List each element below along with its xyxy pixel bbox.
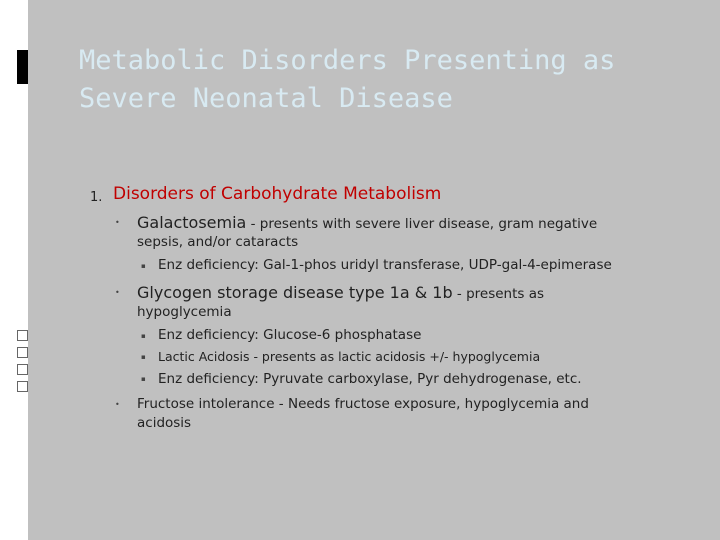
item-description: - presents as bbox=[452, 286, 545, 302]
bullet: • bbox=[115, 288, 120, 297]
list-item bbox=[137, 283, 544, 302]
sub-item: Enz deficiency: Glucose-6 phosphatase bbox=[158, 327, 422, 343]
sub-bullet: ▪ bbox=[141, 353, 146, 361]
item-description-cont: hypoglycemia bbox=[137, 304, 232, 320]
sub-bullet: ▪ bbox=[141, 262, 146, 270]
sub-bullet: ▪ bbox=[141, 332, 146, 340]
list-item bbox=[137, 213, 597, 232]
sub-item: Enz deficiency: Pyruvate carboxylase, Pyr dehydrogenase, etc. bbox=[158, 371, 582, 387]
sub-bullet: ▪ bbox=[141, 375, 146, 383]
list-number: 1. bbox=[90, 190, 103, 205]
item-description-cont: acidosis bbox=[137, 415, 192, 431]
item-name: Glycogen storage disease type 1a & 1b bbox=[137, 283, 453, 302]
section-heading: Disorders of Carbohydrate Metabolism bbox=[113, 184, 442, 204]
bullet: • bbox=[115, 400, 120, 409]
sub-item: Lactic Acidosis - presents as lactic acidosis +/- hypoglycemia bbox=[158, 349, 541, 364]
item-name: Galactosemia bbox=[137, 213, 247, 232]
list-item: Fructose intolerance - Needs fructose exposure, hypoglycemia and bbox=[137, 396, 589, 412]
item-description-cont: sepsis, and/or cataracts bbox=[137, 234, 299, 250]
sub-item: Enz deficiency: Gal-1-phos uridyl transferase, UDP-gal-4-epimerase bbox=[158, 257, 612, 273]
item-description: - presents with severe liver disease, gram negative bbox=[246, 216, 598, 232]
slide-title: Metabolic Disorders Presenting as Severe Neonatal Disease bbox=[79, 45, 616, 114]
bullet: • bbox=[115, 218, 120, 227]
